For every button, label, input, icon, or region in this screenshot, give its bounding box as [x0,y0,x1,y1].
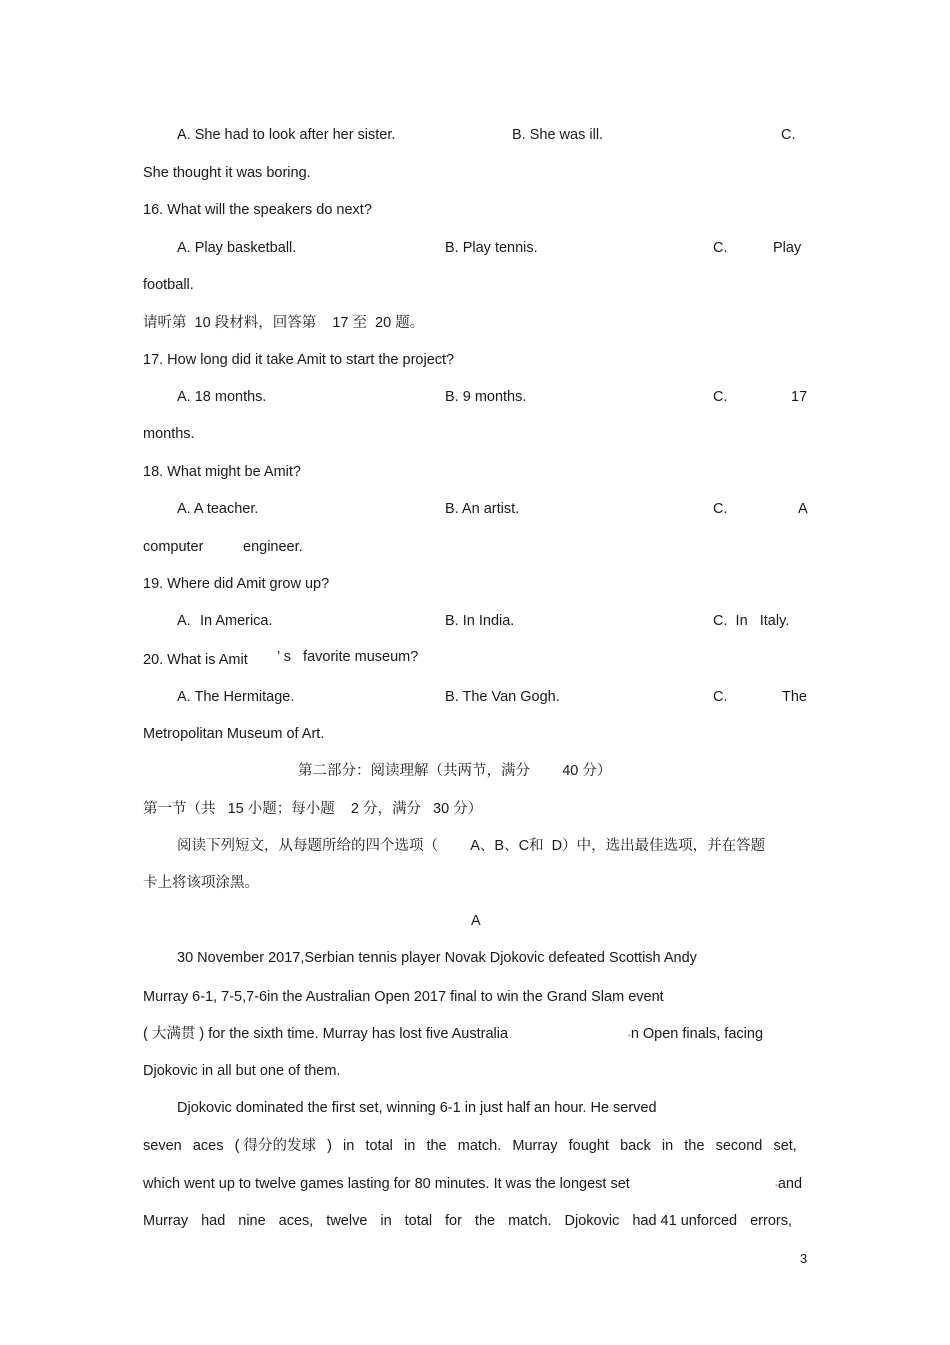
q15-option-c-label: C. [781,127,796,143]
passage-p1-line-3b: •n Open finals, facing [628,1026,764,1042]
passage-label: A [471,913,481,929]
q16-option-c-text: football. [143,277,194,293]
word: Murray [512,1138,558,1154]
word: seven [143,1138,182,1154]
q19-option-b: B. In India. [445,613,515,629]
word: back [620,1138,651,1154]
q20-option-a: A. The Hermitage. [177,689,295,705]
word: for [445,1213,462,1229]
word: fought [568,1138,609,1154]
word: ) [327,1138,332,1154]
word: the [474,1213,496,1229]
section10-instruction: 请听第 10 段材料，回答第 17 至 20 题。 [143,315,425,331]
q17-option-c-word: 17 [791,389,808,405]
word: had 41 unforced [632,1213,738,1229]
word: in [343,1138,355,1154]
q20-option-c-label: C. [713,689,728,705]
q20-option-c-word: The [782,689,807,705]
passage-p2-line-2 [143,1137,797,1155]
word: the [426,1138,447,1154]
instructions-line-2: 卡上将该项涂黑。 [143,875,259,891]
word: in [404,1138,416,1154]
passage-p1-line-3a: ( 大满贯 ) for the sixth time. Murray has lost five Australia [143,1026,509,1042]
passage-p2-line-1: Djokovic dominated the first set, winning 6-1 in just half an hour. He served [177,1100,657,1116]
q20-question-part2: ’ s favorite museum? [277,649,419,665]
q19-option-a-label: A. [177,613,191,629]
q16-question: 16. What will the speakers do next? [143,202,372,218]
q17-option-c-text: months. [143,426,195,442]
q18-question: 18. What might be Amit? [143,464,301,480]
q19-question: 19. Where did Amit grow up? [143,576,330,592]
word: second [715,1138,763,1154]
q15-option-a: A. She had to look after her sister. [177,127,396,143]
word: in [661,1138,674,1154]
q16-option-b: B. Play tennis. [445,240,538,256]
q20-option-c-text: Metropolitan Museum of Art. [143,726,325,742]
q18-option-c-text-2: engineer. [243,539,303,555]
word: aces, [278,1213,314,1229]
passage-p1-line-2: Murray 6-1, 7-5,7-6in the Australian Open 2017 final to win the Grand Slam event [143,989,664,1005]
word: total [365,1138,393,1154]
q16-option-c-label: C. [713,240,728,256]
q18-option-c-label: C. [713,501,728,517]
q20-question-part1: 20. What is Amit [143,652,248,668]
section1-title: 第一节（共 15 小题；每小题 2 分，满分 30 分） [143,801,483,817]
q15-option-c-text: She thought it was boring. [143,165,311,181]
word: match. [508,1213,552,1229]
page-number: 3 [800,1251,808,1266]
passage-p1-line-1: 30 November 2017,Serbian tennis player Novak Djokovic defeated Scottish Andy [177,950,697,966]
word: ( 得分的发球 [234,1138,316,1154]
word: Murray [143,1213,189,1229]
q17-option-b: B. 9 months. [445,389,527,405]
word: in [380,1213,392,1229]
passage-p2-line-3b: •and [775,1176,803,1192]
word: aces [192,1138,224,1154]
q15-option-b: B. She was ill. [512,127,604,143]
q19-option-a-text: In America. [200,613,273,629]
q16-option-a: A. Play basketball. [177,240,297,256]
word: total [404,1213,433,1229]
q18-option-a: A. A teacher. [177,501,259,517]
word: twelve [326,1213,368,1229]
q17-question: 17. How long did it take Amit to start the project? [143,352,455,368]
q17-option-c-label: C. [713,389,728,405]
word: errors, [750,1213,792,1229]
print-artifact-dot: • [628,1031,631,1040]
passage-p1-line-4: Djokovic in all but one of them. [143,1063,341,1079]
q16-option-c-word: Play [773,240,802,256]
q20-option-b: B. The Van Gogh. [445,689,560,705]
q18-option-b: B. An artist. [445,501,520,517]
instructions-line-1: 阅读下列短文，从每题所给的四个选项（ A、B、C和 D）中，选出最佳选项，并在答题 [177,838,766,854]
word: Djokovic [564,1213,620,1229]
q18-option-c-text-1: computer [143,539,204,555]
word: had [201,1213,226,1229]
q19-option-c: C. In Italy. [713,613,790,629]
q18-option-c-word: A [798,501,808,517]
passage-p2-line-3a: which went up to twelve games lasting for 80 minutes. It was the longest set [143,1176,630,1192]
word: set, [773,1138,797,1154]
q17-option-a: A. 18 months. [177,389,267,405]
word: the [684,1138,705,1154]
part2-title: 第二部分：阅读理解（共两节，满分 40 分） [298,763,612,779]
word: nine [238,1213,266,1229]
word: match. [457,1138,502,1154]
passage-p2-line-4 [143,1212,792,1230]
print-artifact-dot: • [775,1181,778,1190]
